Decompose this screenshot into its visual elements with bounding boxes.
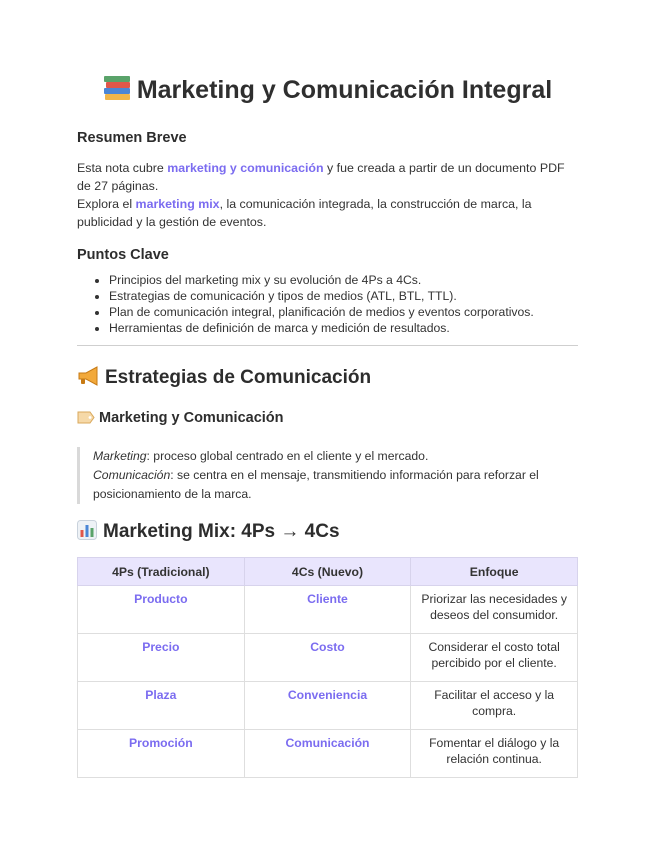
- column-header: Enfoque: [411, 558, 578, 586]
- summary-text: Esta nota cubre: [77, 161, 168, 175]
- list-item: • Estrategias de comunicación y tipos de medios (ATL, BTL, TTL).: [109, 288, 589, 304]
- table-cell-4p: Precio: [78, 634, 245, 682]
- table-cell-enfoque: Priorizar las necesidades y deseos del consumidor.: [411, 586, 578, 634]
- mix-heading-text: Marketing Mix: 4Ps → 4Cs: [103, 521, 340, 542]
- table-row: [78, 730, 578, 778]
- summary-paragraph-1: [77, 159, 578, 195]
- summary-text: y fue creada a partir de un documento PDF de 27 páginas.: [77, 161, 565, 193]
- key-points-list: [77, 272, 589, 336]
- term-comunicacion: Comunicación: [93, 468, 171, 482]
- definition-quote: [77, 447, 578, 504]
- table-row: [78, 586, 578, 634]
- megaphone-icon: [77, 366, 101, 386]
- table-cell-4p: Producto: [78, 586, 245, 634]
- highlight-marketing-comunicacion: marketing y comunicación: [167, 161, 324, 175]
- list-item: • Plan de comunicación integral, planificación de medios y eventos corporativos.: [109, 304, 589, 320]
- books-icon: [103, 75, 131, 101]
- table-cell-4c: Cliente: [244, 586, 411, 634]
- strategies-heading: [77, 367, 371, 389]
- table-cell-enfoque: Facilitar el acceso y la compra.: [411, 682, 578, 730]
- summary-heading: Resumen Breve: [77, 130, 187, 146]
- subheading-text: Marketing y Comunicación: [99, 410, 284, 426]
- table-cell-4c: Conveniencia: [244, 682, 411, 730]
- highlight-marketing-mix: marketing mix: [135, 197, 220, 211]
- table-cell-4c: Comunicación: [244, 730, 411, 778]
- definition-text: : proceso global centrado en el cliente y el mercado.: [146, 449, 429, 463]
- summary-paragraph-2: [77, 195, 578, 231]
- definition-text: : se centra en el mensaje, transmitiendo información para reforzar el posicionamiento de la marca.: [93, 468, 539, 501]
- column-header: 4Cs (Nuevo): [244, 558, 411, 586]
- mix-heading: [77, 521, 340, 543]
- table-cell-4c: Costo: [244, 634, 411, 682]
- page-title: [77, 76, 578, 105]
- table-header-row: [78, 558, 578, 586]
- table-cell-enfoque: Considerar el costo total percibido por el cliente.: [411, 634, 578, 682]
- label-tag-icon: [77, 411, 95, 424]
- page-title-text: Marketing y Comunicación Integral: [136, 76, 553, 104]
- marketing-mix-table: [77, 557, 578, 778]
- list-item: • Principios del marketing mix y su evolución de 4Ps a 4Cs.: [109, 272, 589, 288]
- subheading-marketing-comunicacion: [77, 410, 284, 426]
- table-cell-4p: Plaza: [78, 682, 245, 730]
- summary-text: Explora el: [77, 197, 136, 211]
- table-row: [78, 634, 578, 682]
- quote-line-comunicacion: [93, 466, 578, 504]
- list-item: • Herramientas de definición de marca y medición de resultados.: [109, 320, 589, 336]
- table-row: [78, 682, 578, 730]
- table-cell-enfoque: Fomentar el diálogo y la relación continua.: [411, 730, 578, 778]
- strategies-heading-text: Estrategias de Comunicación: [105, 367, 372, 388]
- bar-chart-icon: [77, 520, 97, 540]
- table-cell-4p: Promoción: [78, 730, 245, 778]
- term-marketing: Marketing: [93, 449, 147, 463]
- key-points-heading: Puntos Clave: [77, 247, 169, 263]
- summary-text: , la comunicación integrada, la construcción de marca, la publicidad y la gestión de eventos.: [77, 197, 532, 229]
- divider: [77, 345, 578, 346]
- quote-line-marketing: [93, 447, 578, 466]
- column-header: 4Ps (Tradicional): [78, 558, 245, 586]
